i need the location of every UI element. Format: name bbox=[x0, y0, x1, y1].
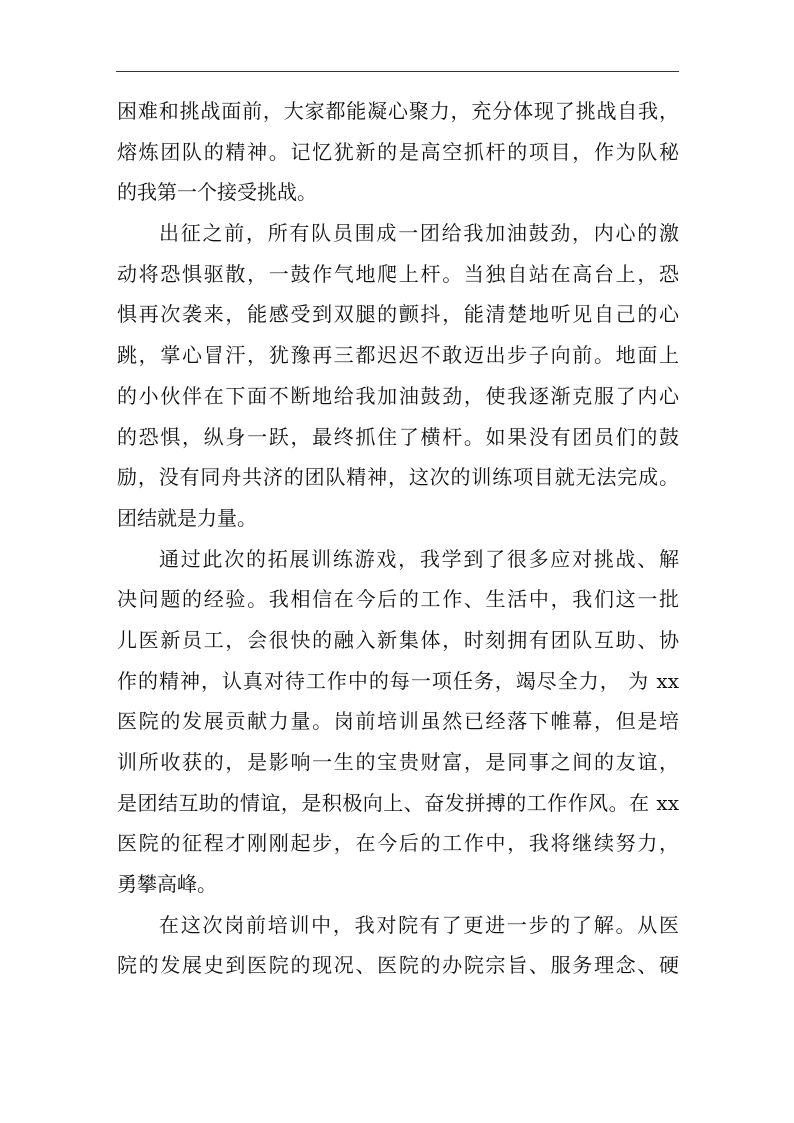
text-line: 训所收获的，是影响一生的宝贵财富，是同事之间的友谊， bbox=[117, 750, 679, 774]
text-line: 的我第一个接受挑战。 bbox=[117, 180, 317, 205]
text-line: 医院的征程才刚刚起步，在今后的工作中，我将继续努力， bbox=[117, 831, 679, 856]
paragraph bbox=[117, 91, 679, 213]
text-line: 惧再次袭来，能感受到双腿的颤抖，能清楚地听见自己的心 bbox=[117, 302, 679, 327]
text-line: 是团结互助的情谊，是积极向上、奋发拼搏的工作作风。在 xx bbox=[117, 790, 679, 815]
text-line: 动将恐惧驱散，一鼓作气地爬上杆。当独自站在高台上，恐 bbox=[117, 261, 679, 286]
text-line: 出征之前，所有队员围成一团给我加油鼓劲，内心的激 bbox=[159, 221, 679, 246]
text-line: 熔炼团队的精神。记忆犹新的是高空抓杆的项目，作为队秘 bbox=[117, 139, 679, 164]
paragraph bbox=[117, 539, 679, 905]
paragraph bbox=[117, 905, 679, 986]
text-line: 励，没有同舟共济的团队精神，这次的训练项目就无法完成。 bbox=[117, 465, 679, 490]
text-line: 决问题的经验。我相信在今后的工作、生活中，我们这一批 bbox=[117, 587, 679, 612]
document-body bbox=[117, 91, 679, 986]
text-line: 作的精神，认真对待工作中的每一项任务，竭尽全力， 为 xx bbox=[117, 668, 679, 693]
text-line: 的恐惧，纵身一跃，最终抓住了横杆。如果没有团员们的鼓 bbox=[117, 424, 679, 449]
text-line: 通过此次的拓展训练游戏，我学到了很多应对挑战、解 bbox=[159, 546, 679, 571]
text-line: 跳，掌心冒汗，犹豫再三都迟迟不敢迈出步子向前。地面上 bbox=[117, 343, 679, 368]
text-line: 的小伙伴在下面不断地给我加油鼓劲，使我逐渐克服了内心 bbox=[117, 383, 679, 408]
text-line: 在这次岗前培训中，我对院有了更进一步的了解。从医 bbox=[159, 912, 679, 937]
text-line: 困难和挑战面前，大家都能凝心聚力，充分体现了挑战自我， bbox=[117, 99, 679, 123]
paragraph bbox=[117, 213, 679, 539]
text-line: 医院的发展贡献力量。岗前培训虽然已经落下帷幕，但是培 bbox=[117, 709, 679, 734]
text-line: 团结就是力量。 bbox=[117, 505, 257, 530]
text-line: 勇攀高峰。 bbox=[117, 872, 217, 897]
text-line: 儿医新员工，会很快的融入新集体，时刻拥有团队互助、协 bbox=[117, 627, 679, 652]
header-rule bbox=[116, 71, 679, 72]
text-line: 院的发展史到医院的现况、医院的办院宗旨、服务理念、硬 bbox=[117, 953, 679, 978]
